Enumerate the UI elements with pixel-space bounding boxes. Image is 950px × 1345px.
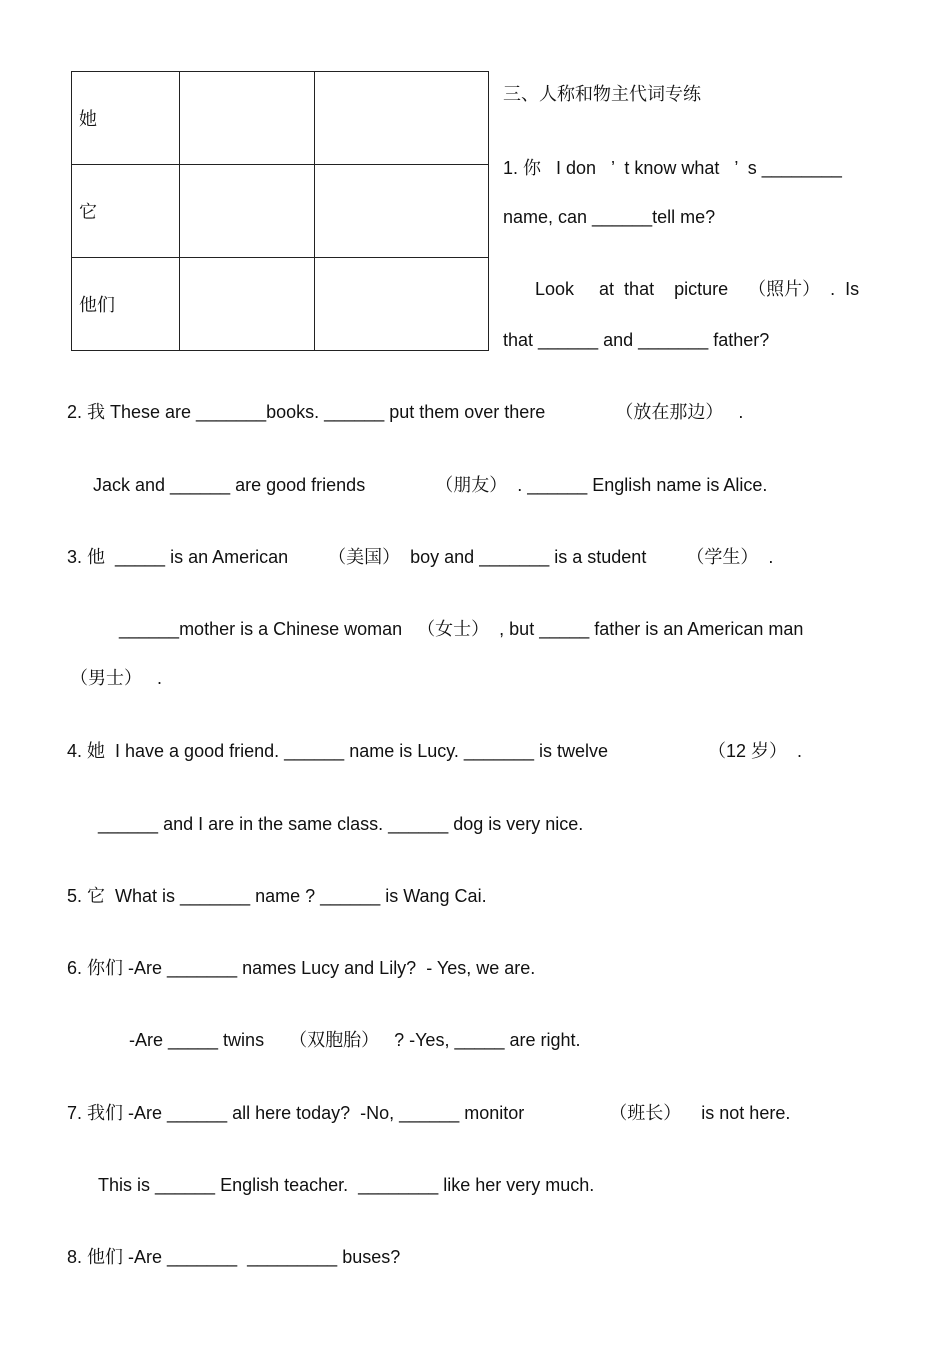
table-cell-pronoun: 她 — [72, 72, 180, 165]
table-cell-blank — [180, 165, 315, 258]
exercise-line: 5. 它 What is _______ name ? ______ is Wang Cai. — [67, 886, 487, 906]
exercise-line: -Are _____ twins （双胞胎） ? -Yes, _____ are right. — [129, 1030, 581, 1050]
exercise-line: 1. 你 I don ’ t know what ’ s ________ — [503, 158, 842, 178]
table-cell-blank — [315, 258, 489, 351]
table-cell-blank — [315, 165, 489, 258]
exercise-line: name, can ______tell me? — [503, 207, 716, 227]
exercise-line: that ______ and _______ father? — [503, 330, 770, 350]
table-cell-pronoun: 它 — [72, 165, 180, 258]
table-row — [72, 72, 489, 165]
exercise-line: 4. 她 I have a good friend. ______ name is Lucy. _______ is twelve （12 岁） . — [67, 741, 803, 761]
table-row — [72, 165, 489, 258]
pronoun-table — [71, 71, 489, 351]
exercise-line: This is ______ English teacher. ________ like her very much. — [98, 1175, 595, 1195]
exercise-line: （男士） . — [70, 668, 163, 688]
table-cell-blank — [180, 258, 315, 351]
exercise-line: 7. 我们 -Are ______ all here today? -No, ______ monitor （班长） is not here. — [67, 1103, 791, 1123]
exercise-line: 6. 你们 -Are _______ names Lucy and Lily? - Yes, we are. — [67, 958, 536, 978]
exercise-line: Jack and ______ are good friends （朋友） . ______ English name is Alice. — [93, 475, 768, 495]
table-row — [72, 258, 489, 351]
table-cell-blank — [180, 72, 315, 165]
section-title: 三、人称和物主代词专练 — [503, 84, 701, 104]
table-cell-pronoun: 他们 — [72, 258, 180, 351]
exercise-line: ______mother is a Chinese woman （女士） , but _____ father is an American man — [119, 619, 804, 639]
exercise-line: Look at that picture （照片） . Is — [535, 279, 860, 299]
exercise-line: 8. 他们 -Are _______ _________ buses? — [67, 1247, 401, 1267]
exercise-line: 3. 他 _____ is an American （美国） boy and _______ is a student （学生） . — [67, 547, 774, 567]
table-cell-blank — [315, 72, 489, 165]
exercise-line: ______ and I are in the same class. ______ dog is very nice. — [98, 814, 584, 834]
exercise-line: 2. 我 These are _______books. ______ put them over there （放在那边） . — [67, 402, 744, 422]
